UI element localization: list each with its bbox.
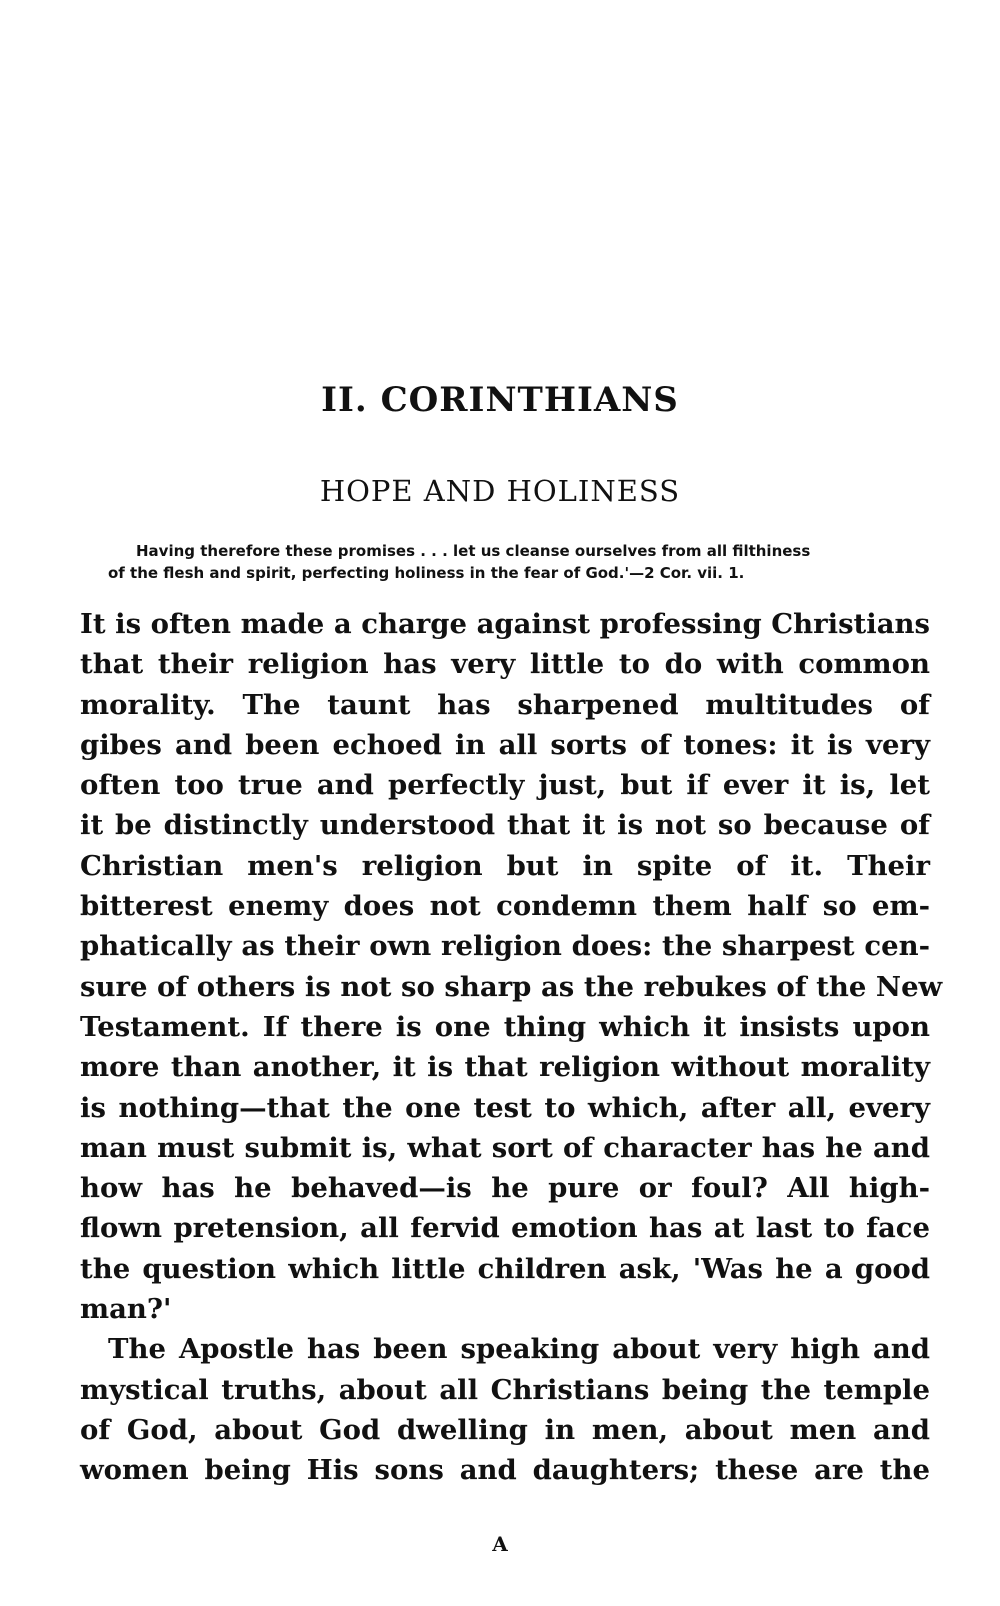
paragraph-1-line: It is often made a charge against professing Christians xyxy=(80,608,930,640)
body-text xyxy=(80,604,943,1491)
sermon-title: HOPE AND HOLINESS xyxy=(319,474,681,508)
paragraph-1-line: Testament. If there is one thing which it insists upon xyxy=(80,1010,930,1043)
paragraph-1-line: man?' xyxy=(80,1293,172,1326)
paragraph-2-line: women being His sons and daughters; these are the xyxy=(80,1454,930,1487)
paragraph-1-line: is nothing—that the one test to which, after all, every xyxy=(80,1091,930,1124)
paragraph-1-line: flown pretension, all fervid emotion has at last to face xyxy=(80,1212,930,1245)
paragraph-1-line: gibes and been echoed in all sorts of tones: it is very xyxy=(80,728,930,761)
paragraph-1-line: bitterest enemy does not condemn them half so em- xyxy=(80,890,930,923)
book-title: II. CORINTHIANS xyxy=(321,380,679,420)
paragraph-1-line: phatically as their own religion does: the sharpest cen- xyxy=(80,930,930,963)
paragraph-1-line: more than another, it is that religion without morality xyxy=(80,1051,930,1084)
paragraph-1-line: sure of others is not so sharp as the rebukes of the New xyxy=(80,970,943,1003)
paragraph-1-line: that their religion has very little to do with common xyxy=(80,648,930,681)
epigraph xyxy=(80,540,925,584)
paragraph-1-line: Christian men's religion but in spite of it. Their xyxy=(80,849,930,882)
paragraph-1-line: man must submit is, what sort of character has he and xyxy=(80,1131,930,1164)
signature-mark: A xyxy=(492,1532,508,1556)
paragraph-1-line: how has he behaved—is he pure or foul? All high- xyxy=(80,1172,930,1205)
paragraph-2-line: The Apostle has been speaking about very high and xyxy=(108,1333,930,1366)
paragraph-1-line: the question which little children ask, 'Was he a good xyxy=(80,1252,930,1285)
paragraph-2-line: of God, about God dwelling in men, about men and xyxy=(80,1413,930,1446)
paragraph-1-line: morality. The taunt has sharpened multitudes of xyxy=(80,688,930,721)
paragraph-2-line: mystical truths, about all Christians being the temple xyxy=(80,1373,930,1406)
epigraph-line: Having therefore these promises . . . let us cleanse ourselves from all filthiness xyxy=(136,542,811,560)
paragraph-1-line: often too true and perfectly just, but if ever it is, let xyxy=(80,769,930,802)
epigraph-line: of the flesh and spirit, perfecting holiness in the fear of God.'—2 Cor. vii. 1. xyxy=(108,564,745,582)
paragraph-1-line: it be distinctly understood that it is not so because of xyxy=(80,809,930,842)
